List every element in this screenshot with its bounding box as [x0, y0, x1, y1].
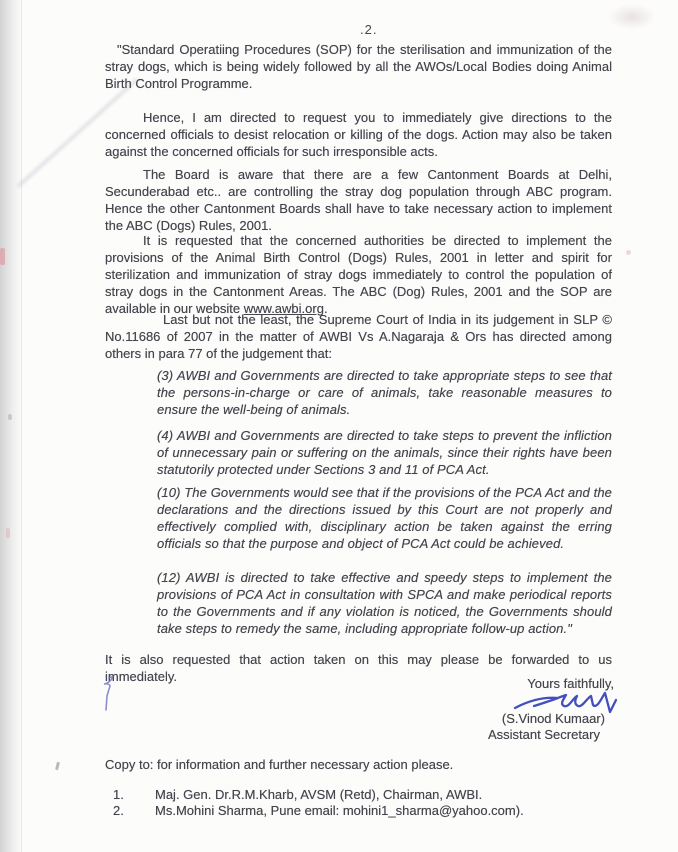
judgement-quote-10: (10) The Governments would see that if the provisions of the PCA Act and the declarations and the directions issued by this Court are not properly and effectively complied with, disciplinary action be taken against the erring officials so that the purpose and object of PCA Act could be achieved.: [157, 485, 612, 551]
copy-item: [113, 787, 633, 802]
paragraph-cantonment-boards: The Board is aware that there are a few Cantonment Boards at Delhi, Secunderabad etc.. are controlling the stray dog population through ABC program. Hence the other Cantonment Boards shall have to take necessary action to implement the ABC (Dogs) Rules, 2001.: [105, 167, 612, 233]
paragraph-directions-request: Hence, I am directed to request you to immediately give directions to the concerned officials to desist relocation or killing of the dogs. Action may also be taken against the concerned officials for such irresponsible acts.: [105, 110, 612, 159]
judgement-quote-4: (4) AWBI and Governments are directed to take steps to prevent the infliction of unnecessary pain or suffering on the animals, since their rights have been statutorily protected under Sections 3 and 11 of PCA Act.: [157, 428, 612, 477]
scan-grey-speck: [8, 414, 12, 420]
website-link[interactable]: www.awbi.org: [243, 301, 324, 316]
scan-grey-speck: [55, 762, 60, 770]
signer-name: (S.Vinod Kumaar): [501, 711, 605, 726]
copy-item-number: 1.: [113, 787, 124, 802]
judgement-quote-12: (12) AWBI is directed to take effective and speedy steps to implement the provisions of PCA Act in consultation with SPCA and make periodical reports to the Governments and if any violation is noticed, the Governments should take steps to remedy the same, including appropriate follow-up action.": [157, 570, 612, 636]
scan-pink-mark: [6, 528, 10, 538]
paragraph-abc-rules: [105, 232, 612, 317]
scan-shadow-left: [0, 0, 22, 852]
pen-mark: [96, 674, 118, 718]
copy-item-text: Ms.Mohini Sharma, Pune email: mohini1_sharma@yahoo.com).: [155, 803, 524, 818]
scan-smudge-top-right: [608, 4, 656, 30]
judgement-quote-3: (3) AWBI and Governments are directed to take appropriate steps to see that the persons-in-charge or care of animals, take reasonable measures to ensure the well-being of animals.: [157, 368, 612, 417]
paragraph-abc-rules-period: .: [323, 301, 328, 316]
copy-item-text: Maj. Gen. Dr.R.M.Kharb, AVSM (Retd), Chairman, AWBI.: [155, 787, 483, 802]
paragraph-supreme-court: Last but not the least, the Supreme Court of India in its judgement in SLP © No.11686 of 2007 in the matter of AWBI Vs A.Nagaraja & Ors has directed among others in para 77 of the judgement that:: [105, 312, 612, 361]
signer-title: Assistant Secretary: [488, 727, 600, 742]
copy-item: [113, 803, 633, 818]
closing-request: It is also requested that action taken on this may please be forwarded to us immediately.: [105, 652, 612, 684]
copy-item-number: 2.: [113, 803, 124, 818]
scan-fold-line: [21, 0, 22, 852]
copy-to-heading: Copy to: for information and further necessary action please.: [105, 757, 454, 772]
page-number: .2.: [360, 22, 378, 37]
paragraph-abc-rules-text: It is requested that the concerned authorities be directed to implement the provisions of the Animal Birth Control (Dogs) Rules, 2001 in letter and spirit for sterilization and immunization of stray dogs immediately to control the population of stray dogs in the Cantonment Areas. The ABC (Dog) Rules, 2001 and the SOP are available in our website: [105, 233, 612, 316]
scan-pink-mark: [626, 250, 631, 255]
scan-pink-mark: [0, 248, 5, 265]
valediction: Yours faithfully,: [527, 676, 614, 691]
paragraph-sop-quote: "Standard Operatiing Procedures (SOP) for the sterilisation and immunization of the stray dogs, which is being widely followed by all the AWOs/Local Bodies doing Animal Birth Control Programme.: [105, 42, 612, 91]
